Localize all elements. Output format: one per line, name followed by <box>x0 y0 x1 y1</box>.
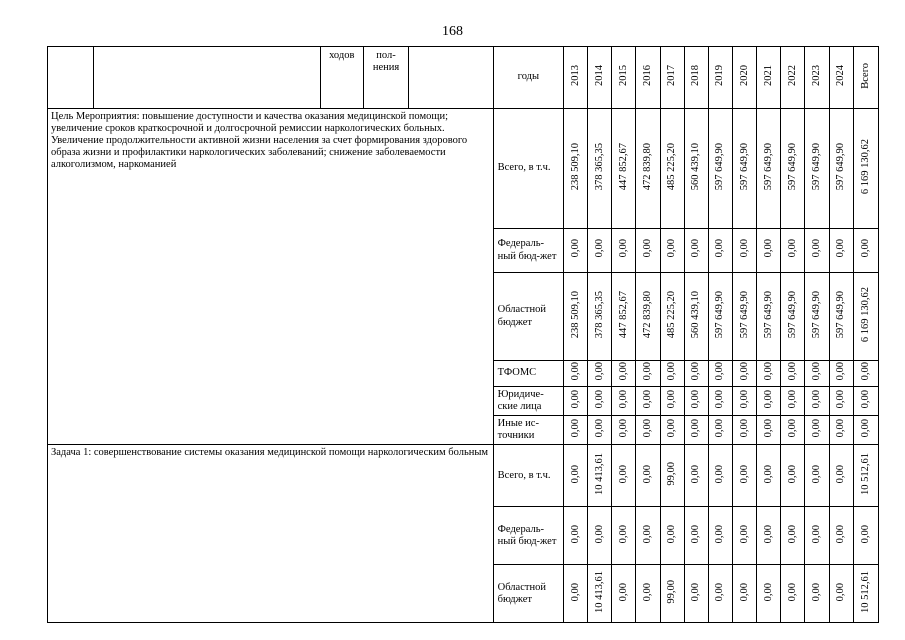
value-cell <box>853 445 878 507</box>
value-text: 0,00 <box>835 524 847 543</box>
value-text: 0,00 <box>762 389 774 409</box>
value-cell <box>564 387 588 416</box>
value-cell <box>612 507 636 565</box>
value-text: 0,00 <box>593 418 605 438</box>
year-header-label: 2019 <box>714 64 726 86</box>
value-cell <box>588 445 612 507</box>
value-text: 0,00 <box>690 524 702 543</box>
value-text: 10 512,61 <box>859 452 871 495</box>
block-description: Цель Мероприятия: повышение доступности и качества оказания медицинской помощи; увеличение сроков краткосрочной и долгосрочной ремиссии наркологических больных. Увеличение продолжительности активной жизни населения за счет формирования здорового образа жизни и профилактики наркологических заболеваний; снижение заболеваемости алкоголизмом, наркоманией <box>48 109 494 445</box>
year-header-label: 2017 <box>666 64 678 86</box>
header-row <box>48 47 879 109</box>
value-text: 0,00 <box>859 418 871 438</box>
value-cell <box>612 273 636 361</box>
value-text: 0,00 <box>690 582 702 601</box>
value-text: 0,00 <box>786 464 798 483</box>
value-text: 0,00 <box>811 239 822 258</box>
value-cell <box>588 109 612 229</box>
header-cell-empty-2 <box>94 47 320 109</box>
value-cell <box>733 387 757 416</box>
value-text: 597 649,90 <box>786 142 798 191</box>
value-cell <box>853 387 878 416</box>
funding-source: Юридиче-ские лица <box>493 387 563 416</box>
value-text: 0,00 <box>593 389 605 409</box>
year-header-label: 2015 <box>617 64 629 86</box>
value-cell <box>612 387 636 416</box>
value-cell <box>757 361 781 387</box>
year-header-label: 2018 <box>690 64 702 86</box>
value-cell <box>733 229 757 273</box>
value-text: 0,00 <box>642 418 654 438</box>
value-text: 0,00 <box>690 362 702 381</box>
value-text: 0,00 <box>617 418 629 438</box>
year-header-cell <box>588 47 612 109</box>
value-cell <box>660 361 684 387</box>
value-text: 472 839,80 <box>642 290 654 339</box>
value-text: 0,00 <box>642 362 654 381</box>
value-text: 0,00 <box>762 362 774 381</box>
value-text: 238 509,10 <box>569 142 581 191</box>
value-cell <box>612 109 636 229</box>
value-text: 597 649,90 <box>714 142 726 191</box>
value-cell <box>708 229 732 273</box>
value-text: 238 509,10 <box>569 290 581 339</box>
value-cell <box>612 565 636 623</box>
value-cell <box>708 507 732 565</box>
value-text: 0,00 <box>859 362 871 381</box>
value-cell <box>564 565 588 623</box>
value-text: 0,00 <box>811 418 822 438</box>
value-cell <box>805 109 829 229</box>
value-text: 0,00 <box>835 464 847 483</box>
value-cell <box>829 445 853 507</box>
value-text: 0,00 <box>666 418 678 438</box>
value-text: 0,00 <box>786 239 798 258</box>
value-text: 597 649,90 <box>714 290 726 339</box>
value-text: 597 649,90 <box>811 290 822 339</box>
value-text: 597 649,90 <box>835 290 847 339</box>
header-cell-hodov: ходов <box>320 47 363 109</box>
value-cell <box>853 507 878 565</box>
value-cell <box>829 273 853 361</box>
value-cell <box>805 565 829 623</box>
value-cell <box>853 416 878 445</box>
value-text: 0,00 <box>714 389 726 409</box>
year-header-label: 2023 <box>811 64 822 86</box>
value-cell <box>612 229 636 273</box>
year-header-label: Всего <box>859 62 871 89</box>
header-years-label: годы <box>493 47 563 109</box>
value-cell <box>636 109 660 229</box>
value-text: 0,00 <box>666 239 678 258</box>
value-cell <box>564 445 588 507</box>
value-text: 0,00 <box>786 524 798 543</box>
value-cell <box>805 229 829 273</box>
value-text: 597 649,90 <box>738 142 750 191</box>
value-cell <box>733 416 757 445</box>
value-text: 0,00 <box>617 389 629 409</box>
value-cell <box>588 229 612 273</box>
value-text: 0,00 <box>714 524 726 543</box>
value-cell <box>564 507 588 565</box>
value-cell <box>660 387 684 416</box>
year-header-cell <box>733 47 757 109</box>
value-text: 0,00 <box>738 389 750 409</box>
value-cell <box>660 507 684 565</box>
value-text: 0,00 <box>835 418 847 438</box>
value-cell <box>757 387 781 416</box>
value-cell <box>660 273 684 361</box>
value-cell <box>757 229 781 273</box>
value-cell <box>684 565 708 623</box>
value-cell <box>612 416 636 445</box>
header-cell-polneniya <box>363 47 408 109</box>
value-text: 0,00 <box>569 418 581 438</box>
value-cell <box>588 273 612 361</box>
value-cell <box>684 361 708 387</box>
value-cell <box>708 445 732 507</box>
value-cell <box>564 361 588 387</box>
value-text: 597 649,90 <box>762 142 774 191</box>
page-number: 168 <box>442 24 463 39</box>
value-cell <box>636 273 660 361</box>
value-text: 560 439,10 <box>690 142 702 191</box>
value-text: 0,00 <box>786 362 798 381</box>
header-polneniya-line2: нения <box>372 62 400 74</box>
year-header-cell <box>660 47 684 109</box>
value-cell <box>733 565 757 623</box>
value-text: 0,00 <box>617 239 629 258</box>
year-header-cell <box>853 47 878 109</box>
value-text: 0,00 <box>811 362 822 381</box>
value-cell <box>708 565 732 623</box>
value-cell <box>708 273 732 361</box>
value-text: 597 649,90 <box>786 290 798 339</box>
value-text: 0,00 <box>762 418 774 438</box>
value-text: 597 649,90 <box>738 290 750 339</box>
value-cell <box>684 273 708 361</box>
value-cell <box>805 416 829 445</box>
value-cell <box>829 507 853 565</box>
value-text: 378 365,35 <box>593 142 605 191</box>
value-cell <box>636 229 660 273</box>
year-header-label: 2024 <box>835 64 847 86</box>
value-text: 0,00 <box>642 389 654 409</box>
value-text: 0,00 <box>642 464 654 483</box>
value-cell <box>660 565 684 623</box>
value-cell <box>660 109 684 229</box>
value-cell <box>733 273 757 361</box>
header-cell-empty-1 <box>48 47 94 109</box>
funding-source: Областной бюджет <box>493 273 563 361</box>
year-header-cell <box>708 47 732 109</box>
value-cell <box>829 229 853 273</box>
value-cell <box>564 109 588 229</box>
value-text: 0,00 <box>569 464 581 483</box>
value-cell <box>612 361 636 387</box>
value-text: 0,00 <box>859 524 871 543</box>
value-text: 447 852,67 <box>617 290 629 339</box>
value-text: 0,00 <box>738 362 750 381</box>
year-header-label: 2020 <box>738 64 750 86</box>
value-text: 0,00 <box>593 362 605 381</box>
value-cell <box>781 361 805 387</box>
value-cell <box>829 109 853 229</box>
year-header-label: 2022 <box>786 64 798 86</box>
value-text: 0,00 <box>835 582 847 601</box>
value-text: 0,00 <box>762 582 774 601</box>
funding-source: Федераль-ный бюд-жет <box>493 229 563 273</box>
value-text: 0,00 <box>738 582 750 601</box>
value-text: 0,00 <box>617 582 629 601</box>
value-cell <box>588 361 612 387</box>
funding-source: ТФОМС <box>493 361 563 387</box>
value-text: 0,00 <box>714 239 726 258</box>
value-cell <box>805 273 829 361</box>
value-cell <box>660 229 684 273</box>
value-text: 6 169 130,62 <box>859 138 871 195</box>
value-text: 0,00 <box>859 239 871 258</box>
value-cell <box>853 361 878 387</box>
table-row <box>48 109 879 229</box>
value-cell <box>660 445 684 507</box>
value-cell <box>853 229 878 273</box>
funding-source: Иные ис-точники <box>493 416 563 445</box>
value-cell <box>757 416 781 445</box>
value-text: 472 839,80 <box>642 142 654 191</box>
value-cell <box>733 109 757 229</box>
year-header-cell <box>564 47 588 109</box>
value-text: 0,00 <box>593 524 605 543</box>
value-cell <box>757 565 781 623</box>
value-text: 99,00 <box>666 579 678 604</box>
value-text: 0,00 <box>593 239 605 258</box>
value-cell <box>733 361 757 387</box>
value-cell <box>660 416 684 445</box>
value-cell <box>805 507 829 565</box>
value-text: 485 225,20 <box>666 290 678 339</box>
value-cell <box>757 507 781 565</box>
value-cell <box>781 416 805 445</box>
value-text: 0,00 <box>786 389 798 409</box>
value-text: 0,00 <box>786 418 798 438</box>
value-text: 0,00 <box>690 389 702 409</box>
budget-table <box>47 46 879 623</box>
value-cell <box>684 416 708 445</box>
year-header-label: 2016 <box>642 64 654 86</box>
value-cell <box>588 416 612 445</box>
table-row <box>48 445 879 507</box>
value-text: 0,00 <box>569 524 581 543</box>
year-header-cell <box>781 47 805 109</box>
value-text: 485 225,20 <box>666 142 678 191</box>
value-cell <box>829 387 853 416</box>
value-cell <box>588 387 612 416</box>
value-text: 0,00 <box>811 582 822 601</box>
value-cell <box>781 273 805 361</box>
value-cell <box>781 507 805 565</box>
value-cell <box>757 445 781 507</box>
value-cell <box>636 361 660 387</box>
value-text: 0,00 <box>690 418 702 438</box>
value-text: 0,00 <box>714 362 726 381</box>
value-cell <box>636 565 660 623</box>
value-cell <box>853 565 878 623</box>
value-cell <box>684 387 708 416</box>
value-text: 378 365,35 <box>593 290 605 339</box>
value-cell <box>733 445 757 507</box>
value-cell <box>684 109 708 229</box>
value-text: 0,00 <box>859 389 871 409</box>
header-cell-empty-3 <box>409 47 494 109</box>
value-text: 447 852,67 <box>617 142 629 191</box>
funding-source: Областной бюджет <box>493 565 563 623</box>
value-cell <box>829 361 853 387</box>
value-cell <box>684 445 708 507</box>
value-text: 597 649,90 <box>762 290 774 339</box>
value-text: 0,00 <box>569 389 581 409</box>
value-text: 0,00 <box>569 239 581 258</box>
value-cell <box>829 565 853 623</box>
value-cell <box>636 445 660 507</box>
value-cell <box>636 507 660 565</box>
value-text: 0,00 <box>569 582 581 601</box>
value-cell <box>564 229 588 273</box>
value-cell <box>564 273 588 361</box>
value-text: 597 649,90 <box>811 142 822 191</box>
value-cell <box>708 361 732 387</box>
value-text: 0,00 <box>762 239 774 258</box>
year-header-cell <box>757 47 781 109</box>
year-header-label: 2021 <box>762 64 774 86</box>
year-header-cell <box>829 47 853 109</box>
value-text: 560 439,10 <box>690 290 702 339</box>
value-cell <box>684 507 708 565</box>
year-header-cell <box>636 47 660 109</box>
value-text: 0,00 <box>811 389 822 409</box>
value-text: 0,00 <box>690 464 702 483</box>
value-cell <box>757 273 781 361</box>
value-text: 0,00 <box>738 524 750 543</box>
value-cell <box>853 273 878 361</box>
value-cell <box>733 507 757 565</box>
value-text: 10 413,61 <box>593 570 605 613</box>
value-cell <box>805 445 829 507</box>
value-text: 0,00 <box>835 362 847 381</box>
value-text: 597 649,90 <box>835 142 847 191</box>
year-header-label: 2013 <box>569 64 581 86</box>
value-cell <box>708 416 732 445</box>
header-polneniya-line1: пол- <box>376 50 396 61</box>
value-text: 0,00 <box>617 362 629 381</box>
value-cell <box>588 565 612 623</box>
value-cell <box>781 229 805 273</box>
year-header-cell <box>684 47 708 109</box>
value-text: 0,00 <box>666 524 678 543</box>
value-text: 6 169 130,62 <box>859 286 871 343</box>
value-cell <box>612 445 636 507</box>
value-cell <box>853 109 878 229</box>
value-cell <box>805 387 829 416</box>
value-cell <box>708 387 732 416</box>
funding-source: Федераль-ный бюд-жет <box>493 507 563 565</box>
value-text: 0,00 <box>617 524 629 543</box>
value-cell <box>781 565 805 623</box>
value-cell <box>781 387 805 416</box>
value-text: 0,00 <box>642 524 654 543</box>
value-text: 0,00 <box>786 582 798 601</box>
value-text: 0,00 <box>714 464 726 483</box>
value-text: 0,00 <box>835 239 847 258</box>
funding-source: Всего, в т.ч. <box>493 109 563 229</box>
value-text: 0,00 <box>642 582 654 601</box>
value-text: 0,00 <box>738 418 750 438</box>
value-cell <box>781 109 805 229</box>
value-cell <box>636 416 660 445</box>
funding-source: Всего, в т.ч. <box>493 445 563 507</box>
value-cell <box>684 229 708 273</box>
value-cell <box>805 361 829 387</box>
year-header-cell <box>612 47 636 109</box>
value-cell <box>829 416 853 445</box>
value-cell <box>757 109 781 229</box>
value-text: 0,00 <box>666 362 678 381</box>
block-description: Задача 1: совершенствование системы оказания медицинской помощи наркологическим больным <box>48 445 494 623</box>
year-header-label: 2014 <box>593 64 605 86</box>
value-text: 10 512,61 <box>859 570 871 613</box>
value-cell <box>636 387 660 416</box>
value-text: 0,00 <box>714 582 726 601</box>
value-text: 0,00 <box>811 524 822 543</box>
value-text: 0,00 <box>811 464 822 483</box>
value-text: 0,00 <box>569 362 581 381</box>
value-text: 0,00 <box>835 389 847 409</box>
value-cell <box>708 109 732 229</box>
value-text: 0,00 <box>762 464 774 483</box>
value-cell <box>588 507 612 565</box>
value-text: 10 413,61 <box>593 452 605 495</box>
value-text: 0,00 <box>762 524 774 543</box>
value-text: 0,00 <box>690 239 702 258</box>
value-text: 0,00 <box>666 389 678 409</box>
value-text: 0,00 <box>738 464 750 483</box>
value-text: 0,00 <box>738 239 750 258</box>
value-text: 0,00 <box>617 464 629 483</box>
value-cell <box>564 416 588 445</box>
value-text: 99,00 <box>666 461 678 486</box>
value-text: 0,00 <box>714 418 726 438</box>
value-text: 0,00 <box>642 239 654 258</box>
value-cell <box>781 445 805 507</box>
year-header-cell <box>805 47 829 109</box>
